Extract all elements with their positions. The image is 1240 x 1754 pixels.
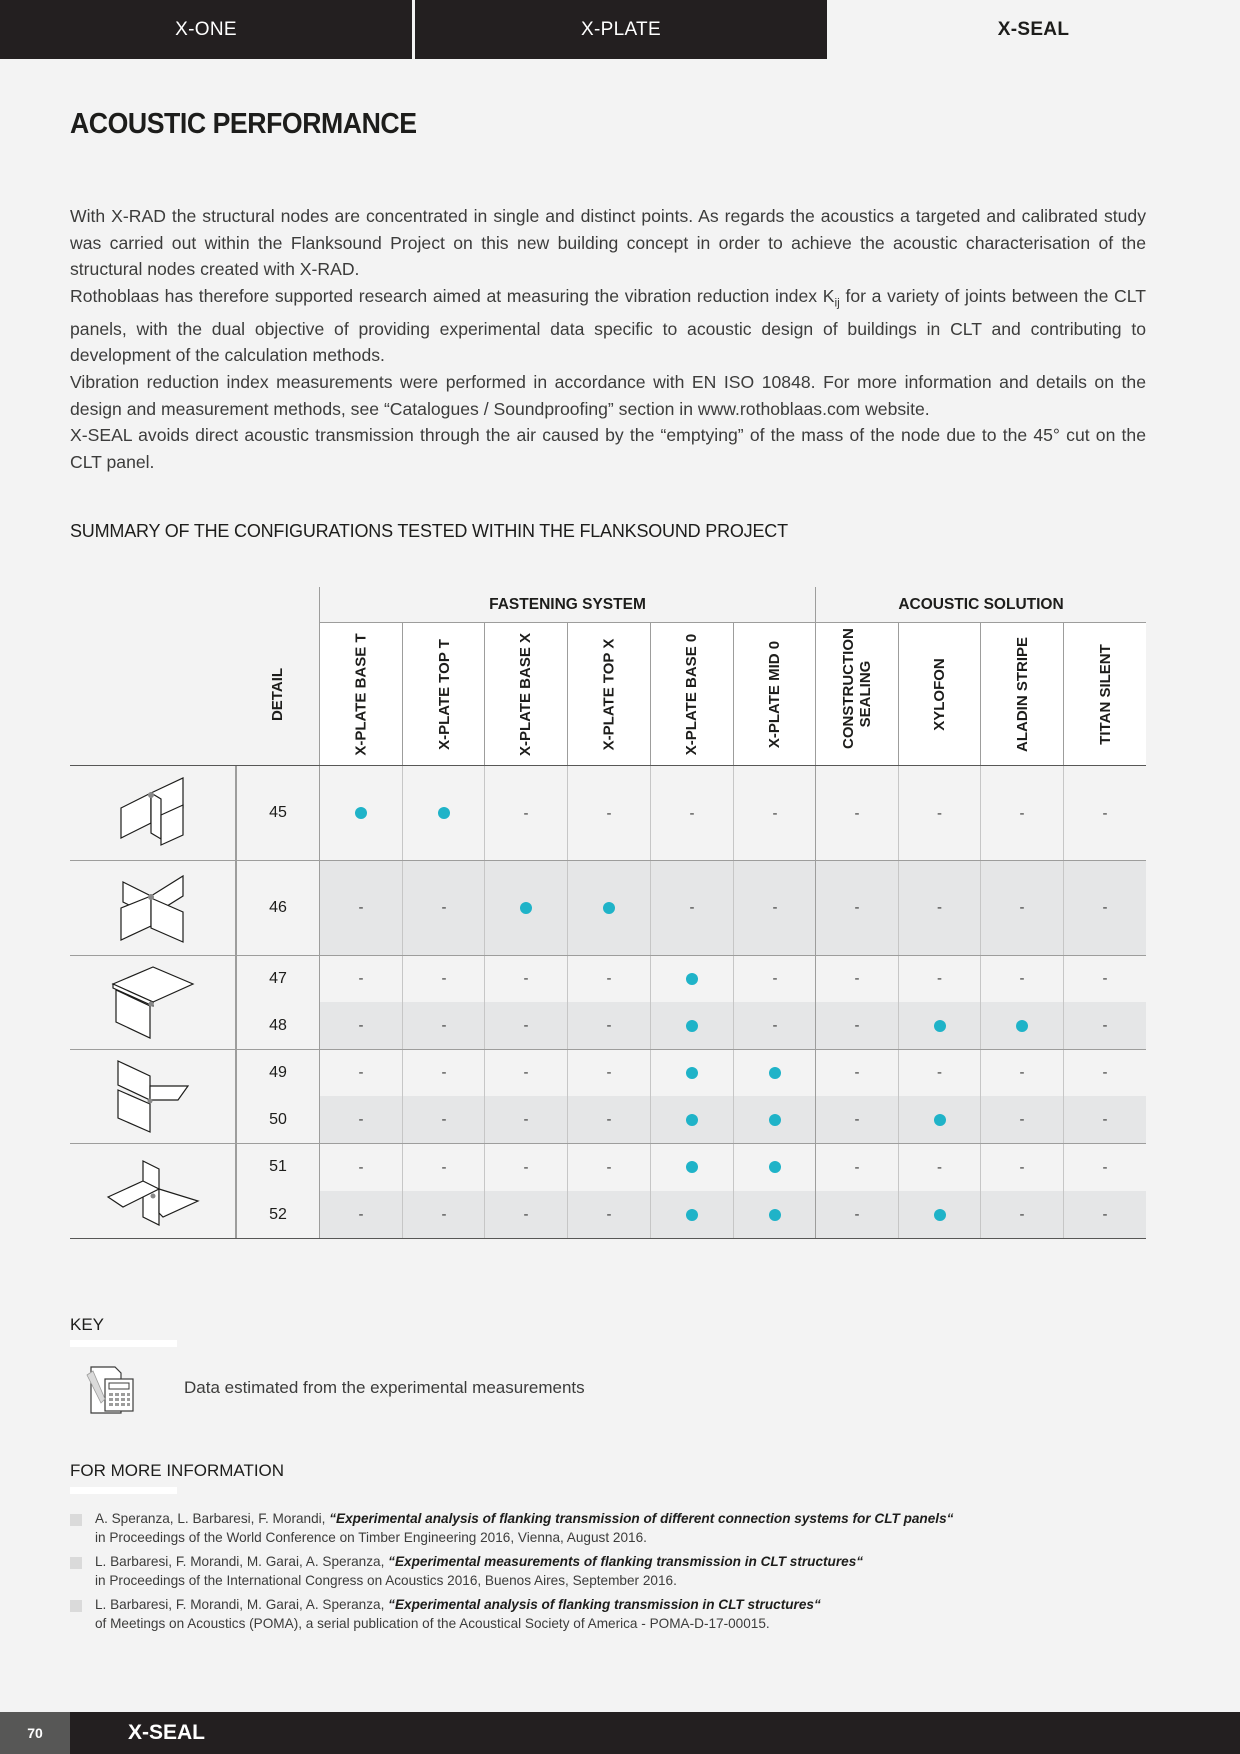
reference-title: “Experimental analysis of flanking transmission in CLT structures“	[388, 1597, 821, 1612]
column-header-label: X-PLATE BASE X	[517, 632, 535, 756]
more-info-underline	[70, 1487, 177, 1494]
tested-dot	[769, 1161, 781, 1173]
detail-number: 48	[236, 1002, 319, 1049]
page-footer	[0, 1712, 1240, 1754]
calculator-document-icon	[85, 1365, 137, 1420]
not-tested-mark: -	[980, 860, 1063, 955]
not-tested-mark: -	[1063, 1096, 1146, 1143]
tested-mark	[898, 1002, 980, 1049]
not-tested-mark: -	[815, 1002, 898, 1049]
key-title: KEY	[70, 1315, 105, 1334]
tested-mark	[733, 1191, 816, 1238]
not-tested-mark: -	[980, 1049, 1063, 1096]
tab-label: X-SEAL	[997, 18, 1070, 40]
column-header-label: X-PLATE MID 0	[766, 640, 784, 748]
tab-x-seal[interactable]	[827, 0, 1240, 59]
not-tested-mark: -	[980, 766, 1063, 860]
not-tested-mark: -	[815, 1191, 898, 1238]
column-header	[980, 623, 1063, 765]
tested-mark	[733, 1049, 816, 1096]
not-tested-mark: -	[650, 860, 733, 955]
not-tested-mark: -	[815, 1096, 898, 1143]
not-tested-mark: -	[484, 766, 567, 860]
summary-title: SUMMARY OF THE CONFIGURATIONS TESTED WITHIN THE FLANKSOUND PROJECT	[70, 521, 788, 541]
detail-number: 45	[236, 766, 319, 860]
not-tested-mark: -	[484, 955, 567, 1002]
intro-p2-text: Rothoblaas has therefore supported research aimed at measuring the vibration reduction index K	[70, 285, 835, 306]
reference-title: “Experimental measurements of flanking transmission in CLT structures“	[388, 1554, 864, 1569]
not-tested-mark: -	[980, 1143, 1063, 1191]
not-tested-mark: -	[319, 860, 402, 955]
tested-mark	[898, 1191, 980, 1238]
not-tested-mark: -	[484, 1002, 567, 1049]
not-tested-mark: -	[319, 1143, 402, 1191]
tab-label: X-PLATE	[581, 18, 661, 40]
detail-number: 46	[236, 860, 319, 955]
not-tested-mark: -	[402, 1049, 485, 1096]
tested-mark	[650, 1002, 733, 1049]
column-header	[319, 623, 402, 765]
column-header	[567, 623, 650, 765]
not-tested-mark: -	[402, 1191, 485, 1238]
not-tested-mark: -	[567, 1143, 650, 1191]
reference-item	[70, 1553, 970, 1590]
joint-illustration-51-52	[70, 1143, 236, 1238]
not-tested-mark: -	[567, 1096, 650, 1143]
not-tested-mark: -	[650, 766, 733, 860]
column-header	[733, 623, 816, 765]
detail-number: 49	[236, 1049, 319, 1096]
product-tabs	[0, 0, 1240, 59]
not-tested-mark: -	[1063, 860, 1146, 955]
tested-dot	[686, 1020, 698, 1032]
not-tested-mark: -	[402, 1002, 485, 1049]
not-tested-mark: -	[402, 1143, 485, 1191]
tested-dot	[355, 807, 367, 819]
tab-x-plate[interactable]	[415, 0, 827, 59]
detail-header	[236, 623, 319, 765]
reference-authors: A. Speranza, L. Barbaresi, F. Morandi,	[95, 1511, 330, 1526]
column-header-label: X-PLATE TOP T	[435, 638, 453, 750]
tested-dot	[686, 1161, 698, 1173]
tested-dot	[1016, 1020, 1028, 1032]
not-tested-mark: -	[898, 860, 980, 955]
not-tested-mark: -	[898, 955, 980, 1002]
joint-illustration-45	[70, 766, 236, 860]
not-tested-mark: -	[733, 1002, 816, 1049]
intro-paragraph-2	[70, 283, 1146, 369]
not-tested-mark: -	[402, 860, 485, 955]
column-header-label: CONSTRUCTION SEALING	[840, 628, 874, 749]
not-tested-mark: -	[733, 955, 816, 1002]
intro-paragraph-1: With X-RAD the structural nodes are concentrated in single and distinct points. As regards the acoustics a targeted and calibrated study was carried out within the Flanksound Project on this new building concept in order to achieve the acoustic characterisation of the structural nodes created with X-RAD.	[70, 206, 1146, 280]
detail-number: 51	[236, 1143, 319, 1191]
acoustic-solution-header: ACOUSTIC SOLUTION	[815, 587, 1146, 623]
column-header	[898, 623, 980, 765]
not-tested-mark: -	[1063, 1002, 1146, 1049]
floor-wall-joint-icon	[108, 962, 198, 1042]
bullet-square-icon	[70, 1514, 82, 1526]
detail-number: 52	[236, 1191, 319, 1238]
tab-x-one[interactable]	[0, 0, 412, 59]
intro-p2-text-cont: for a variety of joints between the CLT panels, with the dual objective of providing experimental data specific to acoustic design of buildings in CLT and contributing to development of the calculation methods.	[70, 285, 1146, 366]
not-tested-mark: -	[1063, 955, 1146, 1002]
tested-dot	[769, 1114, 781, 1126]
not-tested-mark: -	[567, 1002, 650, 1049]
bullet-square-icon	[70, 1557, 82, 1569]
not-tested-mark: -	[402, 955, 485, 1002]
not-tested-mark: -	[484, 1143, 567, 1191]
not-tested-mark: -	[898, 1049, 980, 1096]
tested-mark	[402, 766, 485, 860]
tested-mark	[319, 766, 402, 860]
not-tested-mark: -	[484, 1096, 567, 1143]
tested-dot	[934, 1020, 946, 1032]
tested-dot	[686, 1114, 698, 1126]
detail-header-label: DETAIL	[269, 667, 286, 721]
tested-dot	[934, 1114, 946, 1126]
tested-dot	[438, 807, 450, 819]
reference-source: in Proceedings of the International Congress on Acoustics 2016, Buenos Aires, September 2016.	[95, 1572, 677, 1588]
not-tested-mark: -	[815, 1049, 898, 1096]
reference-item	[70, 1596, 970, 1633]
joint-illustration-46	[70, 860, 236, 955]
tested-mark	[650, 1049, 733, 1096]
not-tested-mark: -	[733, 860, 816, 955]
tested-dot	[686, 1067, 698, 1079]
intro-paragraph-3: Vibration reduction index measurements were performed in accordance with EN ISO 10848. For more information and details on the design and measurement methods, see “Catalogues / Soundproofing” section in www.rothoblaas.com website.	[70, 372, 1146, 419]
not-tested-mark: -	[319, 1096, 402, 1143]
reference-item	[70, 1510, 970, 1547]
not-tested-mark: -	[319, 1191, 402, 1238]
cross-floor-joint-icon	[103, 1151, 203, 1231]
intro-paragraph-4: X-SEAL avoids direct acoustic transmission through the air caused by the “emptying” of the mass of the node due to the 45° cut on the CLT panel.	[70, 425, 1146, 472]
tested-mark	[898, 1096, 980, 1143]
not-tested-mark: -	[484, 1049, 567, 1096]
footer-title: X-SEAL	[128, 1721, 206, 1744]
tab-label: X-ONE	[175, 18, 237, 40]
column-header-label: ALADIN STRIPE	[1013, 636, 1031, 752]
tested-mark	[484, 860, 567, 955]
fastening-system-header: FASTENING SYSTEM	[319, 587, 815, 623]
tested-dot	[686, 1209, 698, 1221]
not-tested-mark: -	[319, 1002, 402, 1049]
tested-mark	[733, 1143, 816, 1191]
not-tested-mark: -	[1063, 1143, 1146, 1191]
column-header-label: X-PLATE BASE T	[352, 632, 370, 756]
column-header	[650, 623, 733, 765]
wall-floor-wall-icon	[108, 1056, 198, 1136]
kij-subscript: ij	[834, 295, 840, 310]
group-divider	[70, 1238, 1146, 1239]
page-title: ACOUSTIC PERFORMANCE	[70, 108, 417, 140]
tested-dot	[603, 902, 615, 914]
key-underline	[70, 1340, 177, 1347]
reference-source: in Proceedings of the World Conference on Timber Engineering 2016, Vienna, August 2016.	[95, 1529, 647, 1545]
not-tested-mark: -	[980, 1191, 1063, 1238]
column-header-label: TITAN SILENT	[1096, 643, 1114, 745]
not-tested-mark: -	[567, 766, 650, 860]
column-header	[484, 623, 567, 765]
intro-text	[70, 203, 1146, 475]
not-tested-mark: -	[319, 1049, 402, 1096]
column-header-label: X-PLATE BASE 0	[683, 633, 701, 755]
not-tested-mark: -	[567, 1049, 650, 1096]
not-tested-mark: -	[567, 955, 650, 1002]
tested-mark	[650, 955, 733, 1002]
tested-dot	[769, 1067, 781, 1079]
not-tested-mark: -	[567, 1191, 650, 1238]
column-header-label: X-PLATE TOP X	[600, 638, 618, 750]
not-tested-mark: -	[402, 1096, 485, 1143]
column-header	[402, 623, 485, 765]
tested-mark	[733, 1096, 816, 1143]
tested-dot	[934, 1209, 946, 1221]
not-tested-mark: -	[319, 955, 402, 1002]
reference-source: of Meetings on Acoustics (POMA), a serial publication of the Acoustical Society of America - POMA-D-17-00015.	[95, 1615, 770, 1631]
not-tested-mark: -	[733, 766, 816, 860]
tested-dot	[769, 1209, 781, 1221]
more-info-title: FOR MORE INFORMATION	[70, 1461, 285, 1480]
not-tested-mark: -	[1063, 1191, 1146, 1238]
x-joint-icon	[113, 868, 193, 948]
tested-mark	[650, 1143, 733, 1191]
tested-dot	[520, 902, 532, 914]
not-tested-mark: -	[815, 1143, 898, 1191]
not-tested-mark: -	[815, 860, 898, 955]
not-tested-mark: -	[980, 1096, 1063, 1143]
not-tested-mark: -	[1063, 766, 1146, 860]
not-tested-mark: -	[1063, 1049, 1146, 1096]
not-tested-mark: -	[898, 766, 980, 860]
reference-title: “Experimental analysis of flanking transmission of different connection systems for CLT panels“	[329, 1511, 954, 1526]
t-joint-icon	[113, 773, 193, 853]
not-tested-mark: -	[484, 1191, 567, 1238]
tested-mark	[980, 1002, 1063, 1049]
column-header	[815, 623, 898, 765]
column-header	[1063, 623, 1146, 765]
joint-illustration-47-48	[70, 955, 236, 1049]
detail-number: 50	[236, 1096, 319, 1143]
tested-mark	[650, 1096, 733, 1143]
tested-mark	[650, 1191, 733, 1238]
bullet-square-icon	[70, 1600, 82, 1612]
joint-illustration-49-50	[70, 1049, 236, 1143]
tested-dot	[686, 973, 698, 985]
page-number: 70	[0, 1712, 70, 1754]
column-header-label: XYLOFON	[930, 657, 948, 731]
not-tested-mark: -	[898, 1143, 980, 1191]
reference-authors: L. Barbaresi, F. Morandi, M. Garai, A. Speranza,	[95, 1554, 389, 1569]
not-tested-mark: -	[815, 955, 898, 1002]
reference-authors: L. Barbaresi, F. Morandi, M. Garai, A. Speranza,	[95, 1597, 389, 1612]
not-tested-mark: -	[815, 766, 898, 860]
detail-number: 47	[236, 955, 319, 1002]
reference-list	[70, 1510, 970, 1639]
not-tested-mark: -	[980, 955, 1063, 1002]
key-description: Data estimated from the experimental measurements	[184, 1378, 585, 1397]
tested-mark	[567, 860, 650, 955]
